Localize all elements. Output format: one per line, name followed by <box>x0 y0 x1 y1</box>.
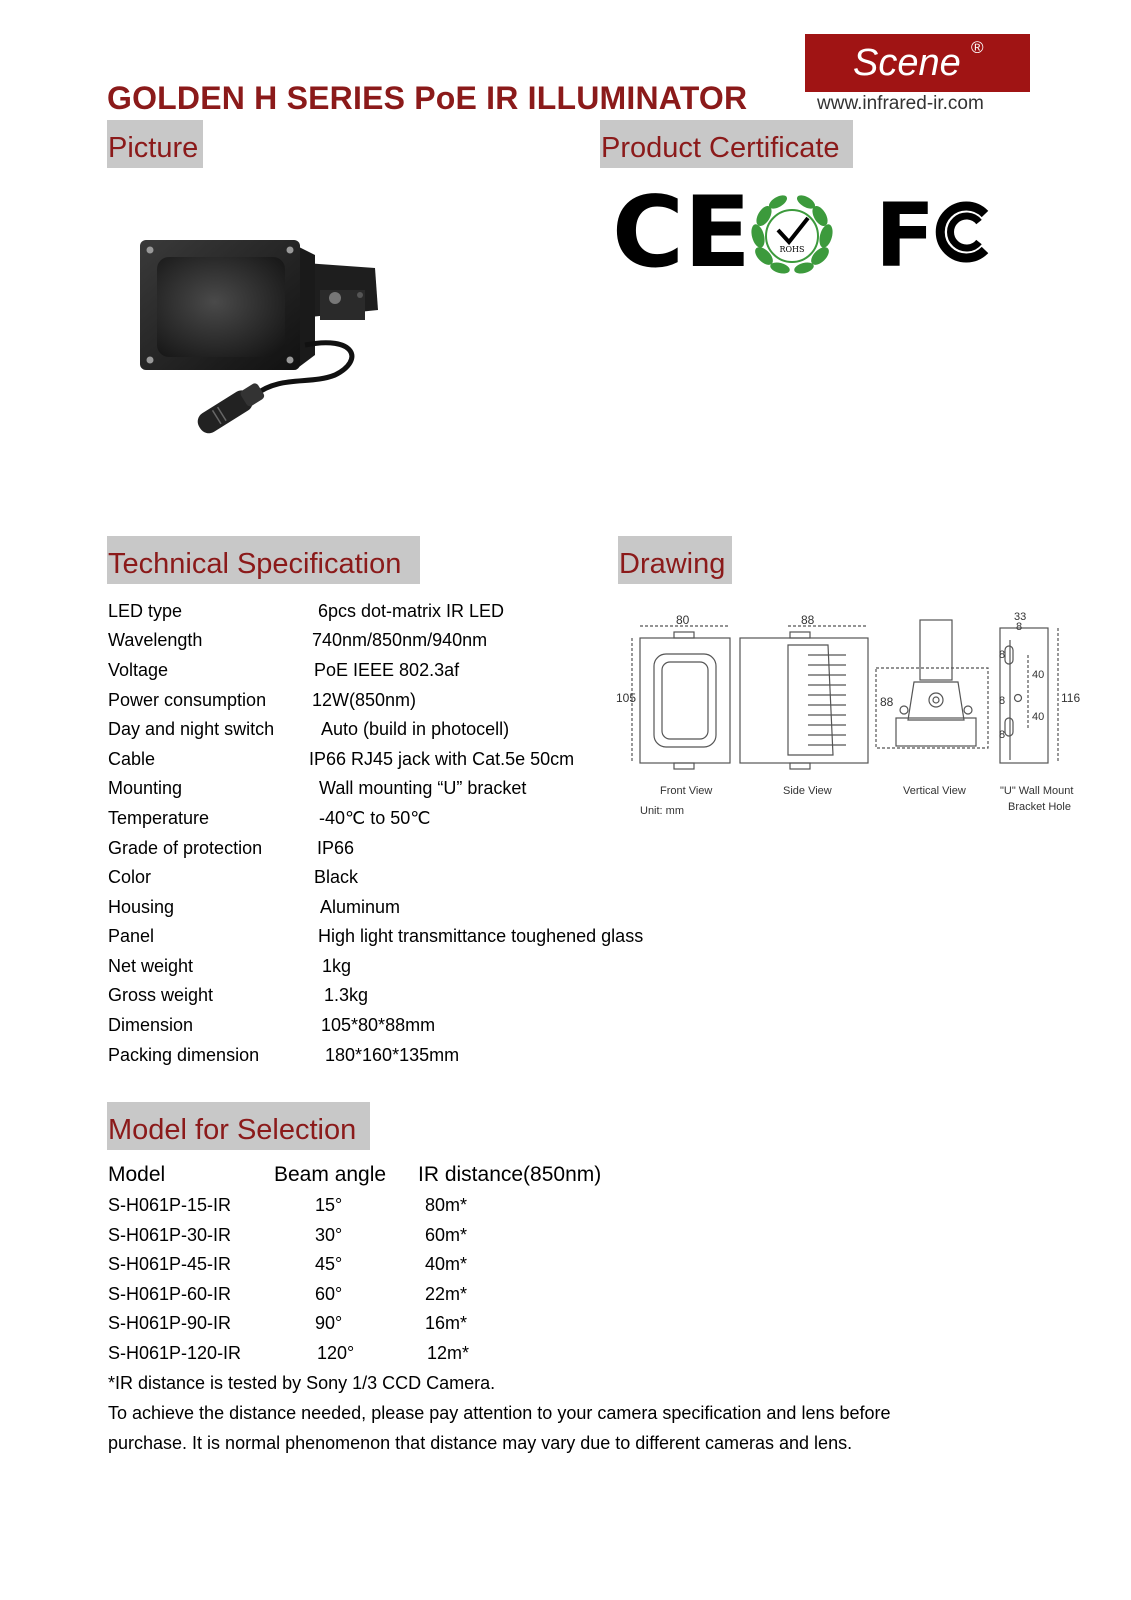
brand-name: Scene <box>853 42 961 84</box>
spec-label: Day and night switch <box>108 719 275 739</box>
spec-label: Mounting <box>108 778 183 798</box>
spec-label: Color <box>108 867 152 887</box>
spec-value: 105*80*88mm <box>321 1015 436 1035</box>
table-row-distance: 80m* <box>425 1195 468 1215</box>
spec-label: Gross weight <box>108 985 214 1005</box>
spec-value: PoE IEEE 802.3af <box>314 660 460 680</box>
dim-bracket-mid2: 40 <box>1032 711 1045 723</box>
spec-label: Power consumption <box>108 690 267 710</box>
front-view-label: Front View <box>660 785 713 797</box>
distance-header: IR distance(850nm) <box>418 1163 602 1186</box>
spec-label: Grade of protection <box>108 838 263 858</box>
beam-header: Beam angle <box>274 1163 387 1186</box>
bracket-label-line1: "U" Wall Mount <box>1000 785 1074 797</box>
table-row-angle: 30° <box>315 1225 343 1245</box>
table-row-model: S-H061P-60-IR <box>108 1284 232 1304</box>
brand-logo <box>805 34 1030 92</box>
table-row-model: S-H061P-120-IR <box>108 1343 242 1363</box>
dim-bracket-mid1: 40 <box>1032 669 1045 681</box>
dim-bracket-s1: 8 <box>999 649 1006 661</box>
spec-value: 180*160*135mm <box>325 1045 460 1065</box>
table-row-angle: 90° <box>315 1313 343 1333</box>
table-row-distance: 60m* <box>425 1225 468 1245</box>
spec-label: Temperature <box>108 808 210 828</box>
spec-label: Dimension <box>108 1015 194 1035</box>
spec-value: -40℃ to 50℃ <box>319 808 431 828</box>
table-row-angle: 45° <box>315 1254 343 1274</box>
registered-mark: ® <box>971 38 984 57</box>
spec-label: Panel <box>108 926 155 946</box>
spec-value: 6pcs dot-matrix IR LED <box>318 601 505 621</box>
dim-bracket-top: 33 <box>1014 611 1027 623</box>
dim-side-width: 88 <box>801 613 815 627</box>
table-row-distance: 40m* <box>425 1254 468 1274</box>
spec-value: Auto (build in photocell) <box>321 719 510 739</box>
table-row-model: S-H061P-15-IR <box>108 1195 232 1215</box>
bracket-label-line2: Bracket Hole <box>1008 801 1071 813</box>
ce-text: CE <box>612 176 751 290</box>
dim-bracket-small: 8 <box>1016 621 1023 633</box>
spec-value: Wall mounting “U” bracket <box>319 778 527 798</box>
spec-value: IP66 <box>317 838 355 858</box>
dim-front-width: 80 <box>676 613 690 627</box>
spec-label: LED type <box>108 601 183 621</box>
spec-value: 740nm/850nm/940nm <box>312 630 488 650</box>
vertical-view-label: Vertical View <box>903 785 966 797</box>
spec-label: Cable <box>108 749 156 769</box>
spec-value: IP66 RJ45 jack with Cat.5e 50cm <box>309 749 575 769</box>
spec-value: 1.3kg <box>324 985 369 1005</box>
section-models: Model for Selection <box>107 1102 370 1150</box>
spec-label: Voltage <box>108 660 169 680</box>
fcc-mark-icon <box>875 184 995 287</box>
spec-value: 12W(850nm) <box>312 690 417 710</box>
table-row-model: S-H061P-45-IR <box>108 1254 232 1274</box>
spec-label: Packing dimension <box>108 1045 260 1065</box>
spec-label: Wavelength <box>108 630 203 650</box>
advice-line-1: To achieve the distance needed, please pay attention to your camera specification and lens before <box>108 1403 891 1423</box>
dimension-drawing <box>618 610 1088 825</box>
table-row-model: S-H061P-30-IR <box>108 1225 232 1245</box>
spec-label: Housing <box>108 897 175 917</box>
table-row-distance: 22m* <box>425 1284 468 1304</box>
dim-vertical-width: 88 <box>880 695 894 709</box>
footnote: *IR distance is tested by Sony 1/3 CCD Camera. <box>108 1373 496 1393</box>
dim-bracket-s2: 8 <box>999 695 1006 707</box>
table-row-distance: 12m* <box>427 1343 470 1363</box>
section-drawing: Drawing <box>618 536 732 584</box>
spec-label: Net weight <box>108 956 194 976</box>
section-certificate: Product Certificate <box>600 120 853 168</box>
dim-front-height: 105 <box>616 691 637 705</box>
spec-value: Black <box>314 867 359 887</box>
page-title: GOLDEN H SERIES PoE IR ILLUMINATOR <box>107 80 748 116</box>
table-row-angle: 120° <box>317 1343 355 1363</box>
rohs-text: ROHS <box>779 245 805 254</box>
model-header: Model <box>108 1163 166 1186</box>
section-technical: Technical Specification <box>107 536 420 584</box>
website-link[interactable]: www.infrared-ir.com <box>817 93 984 114</box>
unit-label: Unit: mm <box>640 805 684 817</box>
table-row-angle: 60° <box>315 1284 343 1304</box>
advice-line-2: purchase. It is normal phenomenon that distance may vary due to different cameras and lens. <box>108 1433 853 1453</box>
spec-value: Aluminum <box>320 897 401 917</box>
dim-bracket-height: 116 <box>1061 691 1081 705</box>
section-picture: Picture <box>107 120 203 168</box>
table-row-model: S-H061P-90-IR <box>108 1313 232 1333</box>
table-row-angle: 15° <box>315 1195 343 1215</box>
spec-value: 1kg <box>322 956 352 976</box>
ce-mark-icon <box>612 176 751 290</box>
spec-value: High light transmittance toughened glass <box>318 926 644 946</box>
product-image <box>135 235 395 440</box>
dim-bracket-s3: 8 <box>999 729 1006 741</box>
table-row-distance: 16m* <box>425 1313 468 1333</box>
rohs-icon <box>742 188 842 280</box>
fcc-f-text: F <box>875 184 936 287</box>
side-view-label: Side View <box>783 785 832 797</box>
